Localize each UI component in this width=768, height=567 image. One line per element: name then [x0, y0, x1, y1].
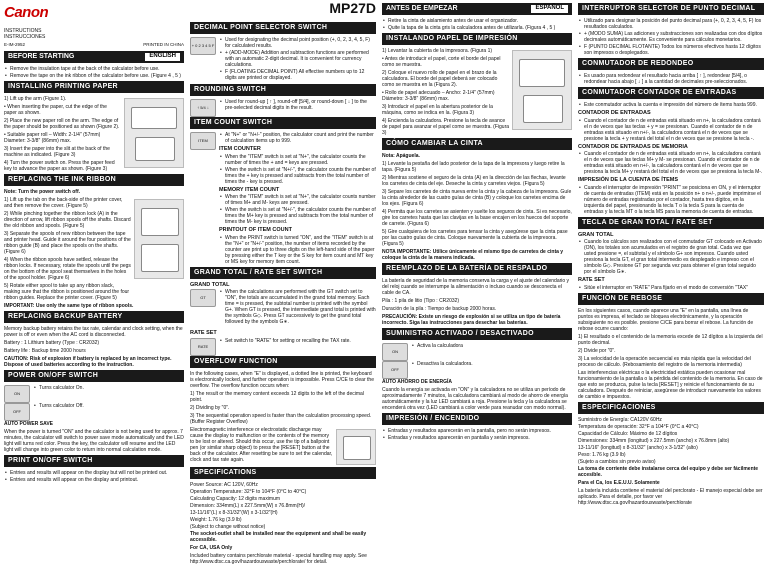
column-3: ANTES DE EMPEZAR ESPAÑOL • Retire la cinta de aislamiento antes de usar el organizador. • Quite la tapa de la cinta gris la calculadora antes de utilizarla. (Figura 4 , 5 ) INSTALANDO PAPEL DE IMPRESIÓN 1) Levantar la cubierta de la impresora. (Figura 1) • Antes de introducir el papel, corte el borde del papel como se muestra. 2) Coloque el nuevo rollo de papel en el brazo de la calculadora. El borde del papel deberá ser colocado como se muestra en la (Figura 2). • Rollo de papel adecuado – Ancho: 2-1/4" (57mm) Diámetro: 3-3/8" (86mm) max. 3) Introducir el papel en la abertura posterior de la máquina, como se indica en la. (Figura 3) 4) Encienda la calculadora. Presione la tecla de avance de papel para avanzar el papel como se muestra. (Figura 3) CÓMO CAMBIAR LA CINTA Nota: Apáguela. 1) Levante la pestaña del lado posterior de la tapa de la impresora y luego retire la tapa. (Figura 5) 2) Mientras sostiene el seguro de la cinta (A) en la dirección de las flechas, levante los carretes de cinta del eje. Deseche la cinta y carretes viejos. (Figura 5) 3) Separe los carretes de cinta nueva entre la cinta y la cabeza de la impresora. Guíe la cinta alrededor de las cuatro guías de cinta (B) y coloque los carretes encima de los ejes. (Figura 6) 4) Permita que los carretes se asienten y suelte los seguros de cinta. Si es necesario, gire los carretes hasta que las clavijas en la base encajen en los huecos del soporte de carrete. (Figura 6) 5) Gire cualquiera de los carretes para tensar la cinta y asegúrese que la cinta pase por las cuatro guías de cinta. Coloque nuevamente la cubierta de la impresora. (Figura 5) NOTA IMPORTANTE: Utilice únicamente el mismo tipo de carretes de cinta y coloque la cinta de la manera indicada. REEMPLAZO DE LA BATERÍA DE RESPALDO La batería de seguridad de la memoria conserva la carga y el ajuste del calendario y del reloj cuando se interrumpe la alimentación o incluso cuando se desconecta el cable de CA. Pila : 1 pila de litio (Tipo : CR2032) Duración de la pila : Tiempo de backup 2000 horas. PRECAUCIÓN: Existe un riesgo de explosión si se utiliza un tipo de batería incorrecto. Siga las instrucciones para desechar las baterías. SUMINISTRO ACTIVADO / DESACTIVADO ON • Activa la calculadora OFF • Desactiva la calculadora. AUTO AHORRO DE ENERGÍA Cuando la energía se activada en "ON" y la calculadora no se utiliza un período de aproximadamente 7 minutos, la calculadora cambiará al modo de ahorro de energía automáticamente y la luz LED cambiará a roja. Presione la tecla y la calculadora se encenderá otra vez (LED cambiará a color verde para reanudar con modo normal). IMPRESIÓN / ENCENDIDO • Entradas y resultados aparecerán en la pantalla, pero no serán impresos. • Entradas y resultados aparecerán en pantalla y serán impresos.	[382, 0, 572, 443]
decimal-header: DECIMAL POINT SELECTOR SWITCH	[190, 22, 376, 34]
gt-switch-icon: GT	[190, 289, 216, 307]
exceso-header: FUNCIÓN DE REBOSE	[578, 293, 764, 305]
suministro-header: SUMINISTRO ACTIVADO / DESACTIVADO	[382, 328, 572, 340]
interruptor-header: INTERRUPTOR SELECTOR DE PUNTO DECIMAL	[578, 3, 764, 15]
column-1: Canon INSTRUCTIONS INSTRUCCIONES E-IM-2952 PRINTED IN CHINA BEFORE STARTING ENGLISH • Remove the insulation tape at the back of the calculator before use. • Remove the tape on the ink ribbon of the calculator before use. (Figure 4 , 5 ) INSTALLING PRINTING PAPER 1) Lift up the arm (Figure 1). • When inserting the paper, cut the edge of the paper as shown. 2) Place the new paper roll on the arm. The edge of the paper should be positioned as shown (Figure 2). • Suitable paper roll – Width: 2-1/4" (57mm) Diameter: 3-3/8" (86mm) max. 3) Insert the paper into the slit at the back of the machine as indicated. (Figure 3) 4) Turn the power switch on. Press the paper feed key to advance the paper as shown. (Figure 3) REPLACING THE INK RIBBON Note: Turn the power switch off. 1) Lift up the tab on the back-side of the printer cover, and then remove the cover. (Figure 5) 2) While pinching together the ribbon lock (A) in the direction of arrow, lift ribbon spools off the shafts. Discard the old ribbon and spools. (Figure 5) 3) Separate the spools of new ribbon between the tape and printer head. Guide it around the four positions of the ribbon guide (B) and place the spools on the shafts. (Figure 6) 4) When the ribbon spools have settled, release the ribbon locks. If necessary, rotate the spools until the pegs on the bottom of the spool seat themselves in the holes of the spool holder. (Figure 6) 5) Rotate either spool to take up any ribbon slack, making sure that the ribbon is positioned around the four ribbon guides. Replace the printer cover. (Figure 5) IMPORTANT: Use only the same type of ribbon spools. REPLACING BACKUP BATTERY Memory backup battery retains the tax rate, calendar and clock setting, when the power is off or even when the AC cord is disconnected. Battery : 1 Lithium battery (Type : CR2032) Battery life : Backup time 2000 hours CAUTION: Risk of explosion if battery is replaced by an incorrect type. Dispose of used batteries according to the instruction. POWER ON/OFF SWITCH ON • Turns calculator On. OFF • Turns calculator Off. AUTO POWER SAVE When the power is turned "ON" and the calculator is not being used for approx. 7 minutes, the calculator will switch to power save mode automatically and the LED light will turns red color. Press the key, the calculator will resume and the LED light will change into green color to return into normal calculation mode. PRINT ON/OFF SWITCH • Entries and results will appear on the display but will not be printed out. • Entries and results will appear on the display and printout.	[4, 0, 184, 485]
model-name: MP27D	[329, 0, 376, 16]
instructions-es: INSTRUCCIONES	[4, 34, 46, 40]
rate-switch-icon: RATE	[190, 338, 216, 356]
column-2: MP27D DECIMAL POINT SELECTOR SWITCH + 0 2 3 4 5 F • Used for designating the decimal point position (+, 0, 2, 3, 4, 5, F) for calculated results. • + (ADD-MODE) Addition and subtraction functions are performed with an automatic 2-digit decimal. It is convenient for currency calculations. • F (FLOATING DECIMAL POINT) All effective numbers up to 12 digits are printed or displayed. ROUNDING SWITCH ↑ 5/4 ↓ • Used for round-up [ ↑ ], round-off [5/4], or round-down [ ↓ ] to the pre-selected decimal digits in the result. ITEM COUNT SWITCH ITEM • At "N+" or "N+/-" position, the calculator count and print the number of calculation items up to 999. ITEM COUNTER • When the "ITEM" switch is set at "N+", the calculator counts the number of times the + and = keys are pressed. • When the switch is set at "N+/-", the calculator counts the number of times the + key is pressed and subtracts from the total number of times the - key is pressed. MEMORY ITEM COUNT • When the "ITEM" switch is set at "N+", the calculator counts number of times M+ and M- keys are pressed. • When the switch is set at "N+/-", the calculator counts the number of times the M+ key is pressed and subtracts from the total number of times the M- key is pressed. PRINTOUT OF ITEM COUNT • When the PRINT switch is turned "ON", and the "ITEM" switch is at the "N+" or "N+/-" position, the number of items recorded by the counter are print up to three digits on the left-hand side of the paper by pressing either the T key or the S key for item count and MT key or MS key for memory item count. GRAND TOTAL / RATE SET SWITCH GRAND TOTAL GT • When the calculations are performed with the GT switch set to "ON", the totals are accumulated in the grand total memory. Each time = is pressed, the subtotal number is printed with the symbol G+. When GT is pressed, the intermediate grand total is printed with the symbols G◇. Press GT successively to get the grand total followed by the symbols G∗. RATE SET RATE • Set switch to "RATE" for setting or recalling the TAX rate. OVERFLOW FUNCTION In the following cases, when "E" is displayed, a dotted line is printed, the keyboard is electronically locked, and further operation is impossible. Press C/CE to clear the overflow. The overflow function occurs when: 1) The result or the memory content exceeds 12 digits to the left of the decimal point. 2) Dividing by "0". 3) The sequential operation speed is faster than the calculation processing speed. (Buffer Register Overflow) Electromagnetic interference or electrostatic discharge may cause the display to malfunction or the contents of the memory to be lost or altered. Should this occur, use the tip of a ballpoint pen (or similar sharp object) to press the [RESET] button at the back of the calculator. After resetting be sure to set the calendar, clock and tax rate again. SPECIFICATIONS Power Source: AC 120V, 60Hz Operation Temperature: 32°F to 104°F (0°C to 40°C) Calculating Capacity: 12 digits maximum Dimension: 334mm(L) x 227.5mm(W) x 76.8mm(H)/ 13-11/16"(L) x 8-31/32"(W) x 3-1/32"(H) Weight: 1.76 kg (3.9 lb) (Subject to change without notice) The socket-outlet shall be installed near the equipment and shall be easily accessible. For CA, USA Only Included battery contains perchlorate material - special handling may apply. See http://www.dtsc.ca.gov/hazardouswaste/perchlorate/ for detail.	[190, 0, 376, 567]
entradas-header: CONMUTADOR CONTADOR DE ENTRADAS	[578, 87, 764, 99]
rounding-header: ROUNDING SWITCH	[190, 84, 376, 96]
doc-code: E-IM-2952	[4, 42, 26, 47]
printed-in: PRINTED IN CHINA	[143, 42, 184, 47]
reset-illustration	[336, 429, 376, 465]
cinta-header: CÓMO CAMBIAR LA CINTA	[382, 138, 572, 150]
espec-header: ESPECIFICACIONES	[578, 402, 764, 414]
papel-illustration	[512, 50, 572, 130]
suministro-on-icon: ON	[382, 343, 408, 361]
backup-header: REPLACING BACKUP BATTERY	[4, 311, 184, 323]
before-list: • Remove the insulation tape at the back of the calculator before use. • Remove the tape on the ink ribbon of the calculator before use. (Figure 4 , 5 )	[4, 66, 184, 79]
suministro-off-icon: OFF	[382, 361, 408, 379]
instructions-en: INSTRUCTIONS	[4, 28, 42, 34]
ribbon-illustration	[134, 199, 184, 279]
bateria-header: REEMPLAZO DE LA BATERÍA DE RESPALDO	[382, 263, 572, 275]
decimal-switch-icon: + 0 2 3 4 5 F	[190, 37, 216, 55]
print-header: PRINT ON/OFF SWITCH	[4, 455, 184, 467]
antes-header: ANTES DE EMPEZAR ESPAÑOL	[382, 3, 572, 15]
english-label: ENGLISH	[145, 53, 180, 61]
ribbon-header: REPLACING THE INK RIBBON	[4, 174, 184, 186]
specs-header: SPECIFICATIONS	[190, 467, 376, 479]
itemcount-header: ITEM COUNT SWITCH	[190, 117, 376, 129]
item-switch-icon: ITEM	[190, 132, 216, 150]
overflow-header: OVERFLOW FUNCTION	[190, 356, 376, 368]
before-starting-header: BEFORE STARTING ENGLISH	[4, 51, 184, 63]
rounding-switch-icon: ↑ 5/4 ↓	[190, 99, 216, 117]
paper-illustration	[124, 98, 184, 168]
instalando-header: INSTALANDO PAPEL DE IMPRESIÓN	[382, 33, 572, 45]
canon-logo: Canon	[4, 4, 49, 21]
topline	[4, 42, 184, 47]
espanol-label: ESPAÑOL	[531, 5, 568, 13]
gran-header: TECLA DE GRAN TOTAL / RATE SET	[578, 217, 764, 229]
power-header: POWER ON/OFF SWITCH	[4, 370, 184, 382]
power-on-icon: ON	[4, 385, 30, 403]
redondeo-header: CONMUTADOR DE REDONDEO	[578, 58, 764, 70]
power-off-icon: OFF	[4, 403, 30, 421]
impresion-header: IMPRESIÓN / ENCENDIDO	[382, 413, 572, 425]
gt-header: GRAND TOTAL / RATE SET SWITCH	[190, 267, 376, 279]
column-4: INTERRUPTOR SELECTOR DE PUNTO DECIMAL • Utilizado para designar la posición del punto decimal para (+, 0, 2, 3, 4, 5, F) los resultados calculados. • + (MODO SUMA) Las adiciones y substracciones son realizadas con dos dígitos decimales automáticamente. Es conveniente para cálculos monetarios. • F (PUNTO DECIMAL FLOTANTE) Todos los números efectivos hasta 12 dígitos son impresos o desplegados. CONMUTADOR DE REDONDEO • Es usado para redondear el resultado hacia arriba [ ↑ ], redondear [5/4], o redondear hacia abajo [ ↓ ] a la cantidad de decimales pre-seleccionados. CONMUTADOR CONTADOR DE ENTRADAS • Este conmutador activa la cuenta e impresión del número de ítems hasta 999. CONTADOR DE ENTRADAS • Cuando el contador de n de entradas está situado en n+, la calculadora contará el n de veces que las teclas + y = se presionan. Cuando el contador de n de entradas está situado en n+/-, la calculadora contará el n de veces que se presione la tecla + y restará del total el n de veces que se presione la tecla -. CONTADOR DE ENTRADAS DE MEMORIA • Cuando el contador de n de entradas está situado en n+, la calculadora contará el n de veces que las teclas M+ y M- se presionan. Cuando el contador de n de entradas está situado en n+/-, la calculadora contará el n de veces que se presiona la tecla M+ y restará del total el n de veces que se presiona la tecla M-. IMPRESIÓN DE LA CUENTA DE ÍTEMS • Cuando el interruptor de impresión "PRINT" se posiciona en ON, y el interruptor de cuenta de entradas (ITEM) está en la posición n+ o n+/-, puede imprimirse el número de entradas registradas por el contador, hasta tres dígitos, en la izquierda del papel, presionando la tecla T o la tecla S para la cuenta de entradas y la tecla MT o la tecla MS para la memoria de cuenta de entradas. TECLA DE GRAN TOTAL / RATE SET GRAN TOTAL • Cuando los cálculos son realizados con el conmutador GT colocado en Activado (ON), los totales son acumulados en el registro de gran total. Cada vez que usted presione =, el subtotal y el símbolo G+ son impresos. Cuando usted presiona la tecla GT, el gran total intermedio es desplegado e impreso con el símbolo G◇. Presione GT por segunda vez para obtener el gran total seguido por el símbolo G∗. RATE SET • Sitúe el interruptor en "RATE" Para fijarlo en el modo de conversión "TAX" FUNCIÓN DE REBOSE En los siguientes casos, cuando aparece una "E" en la pantalla, una línea de puntos es impresa, el teclado se bloquea electrónicamente, y la operación subsiguiente no es posible. presione C/CE para borrar el rebose. La función de rebose ocurre cuando: 1) El resultado o el contenido de la memoria excede de 12 dígitos a la izquierda del punto decimal. 2) Divide por "0". 3) La velocidad de la operación secuencial es más rápida que la velocidad del proceso de cálculo. (Rebosamiento del registro de la memoria intermedia) Las interferencias eléctricas o la electricidad estática pueden ocasionar mal funcionamiento de la pantalla o la pérdida del contenido de la memoria. En caso de que esto se produzca, pulse la tecla [RESET] y reinicie el funcionamiento de su calculadora. Después de reiniciar, asegúrese de introducir nuevamente los valores de cambio e impuestos. ESPECIFICACIONES Suministro de Energía: CA120V 60Hz Temperatura de operación: 32°F a 104°F (0°C a 40°C) Capacidad de Cálculo: Máximo de 12 dígitos Dimensiones: 334mm (longitud) x 227.5mm (ancho) x 76.8mm (alto) 13-11/16" (longitud) x 8-31/32" (ancho) x 3-1/32" (alto) Peso: 1.76 kg (3.9 lb) (Sujeto a cambios sin previo aviso) La toma de corriente debe instalarse cerca del equipo y debe ser fácilmente accesible. Para el Ca, los E.E.U.U. Solamente La batería incluida contiene el material del perclorato - El manejo especial debe ser aplicado. Para el detalle, por favor ver http://www.dtsc.ca.gov/hazardouswaste/perchlorate	[578, 0, 764, 508]
installing-header: INSTALLING PRINTING PAPER	[4, 81, 184, 93]
